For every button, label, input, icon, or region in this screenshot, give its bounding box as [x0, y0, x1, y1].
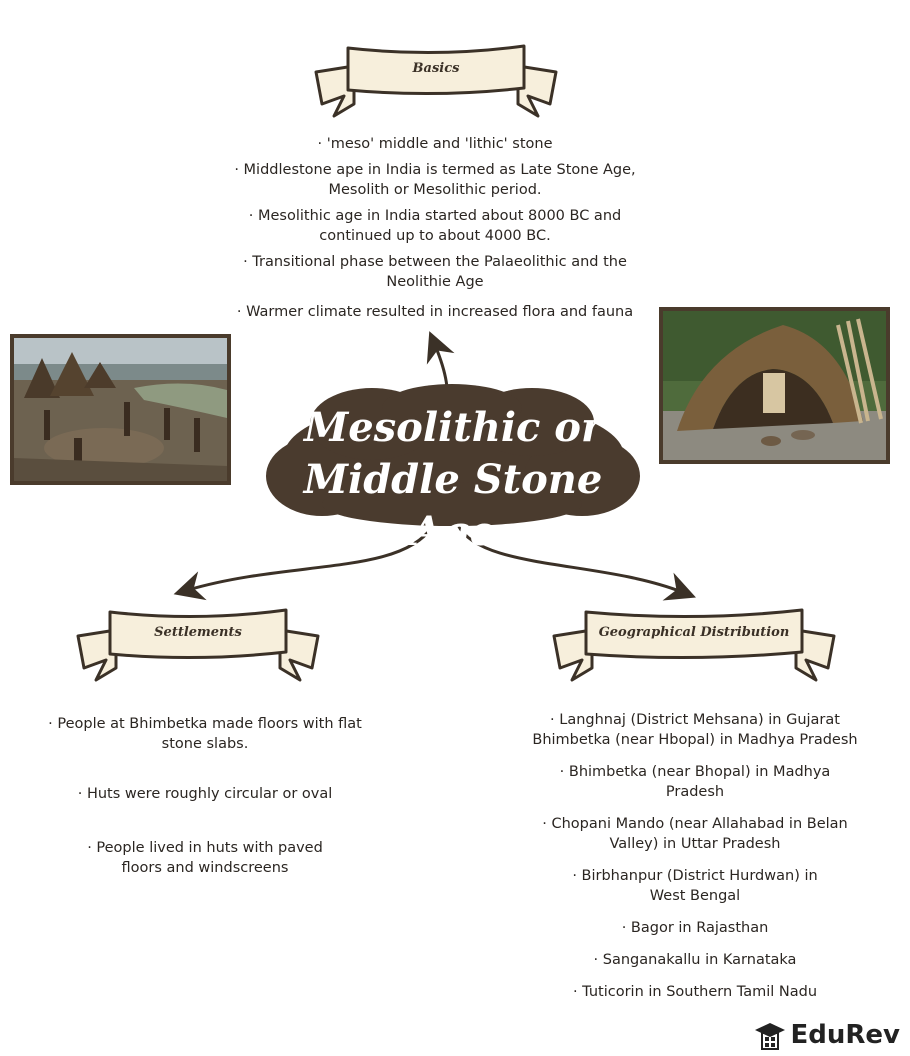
basics-item: · 'meso' middle and 'lithic' stone: [317, 136, 553, 152]
settlements-item: · People lived in huts with paved floors and windscreens: [87, 840, 323, 876]
basics-banner: [314, 42, 558, 118]
hut-image: [659, 307, 890, 464]
settlement-scene-image: [10, 334, 231, 485]
edurev-logo: [753, 1018, 900, 1052]
arrow-to-basics: [435, 345, 447, 388]
geography-item: · Sanganakallu in Karnataka: [593, 952, 797, 968]
basics-list: [200, 134, 670, 322]
settlements-item: · Huts were roughly circular or oval: [77, 786, 333, 802]
basics-item: · Warmer climate resulted in increased flora and fauna: [236, 304, 634, 320]
ribbon-shape: [552, 606, 836, 682]
basics-item: · Transitional phase between the Palaeolithic and the Neolithie Age: [243, 254, 627, 290]
basics-label: Basics: [412, 61, 460, 76]
settlements-label: Settlements: [154, 625, 242, 640]
logo-text: EduRev: [790, 1020, 900, 1050]
geography-item: · Birbhanpur (District Hurdwan) in West Bengal: [572, 868, 818, 904]
ribbon-shape: [76, 606, 320, 682]
geography-label: Geographical Distribution: [598, 625, 790, 640]
basics-item: · Mesolithic age in India started about 8000 BC and continued up to about 4000 BC.: [248, 208, 622, 244]
geography-item: · Bhimbetka (near Bhopal) in Madhya Pradesh: [559, 764, 831, 800]
settlements-item: · People at Bhimbetka made floors with flat stone slabs.: [48, 716, 362, 752]
graduation-cap-icon: [753, 1018, 787, 1052]
basics-item: · Middlestone ape in India is termed as Late Stone Age, Mesolith or Mesolithic period.: [234, 162, 636, 198]
geography-item: · Tuticorin in Southern Tamil Nadu: [572, 984, 818, 1000]
geography-list: [500, 710, 890, 1002]
geography-item: · Bagor in Rajasthan: [621, 920, 769, 936]
geography-item: · Chopani Mando (near Allahabad in Belan Valley) in Uttar Pradesh: [542, 816, 848, 852]
geography-banner: [552, 606, 836, 682]
center-title-cloud: [262, 384, 644, 555]
prehistoric-camp-illustration: [14, 338, 227, 481]
center-title-line-2: Middle Stone Age: [303, 456, 603, 555]
ribbon-shape: [314, 42, 558, 118]
settlements-banner: [76, 606, 320, 682]
settlements-list: [20, 714, 390, 878]
center-title-line-1: Mesolithic or: [303, 404, 603, 451]
geography-item: · Langhnaj (District Mehsana) in Gujarat Bhimbetka (near Hbopal) in Madhya Pradesh: [532, 712, 858, 748]
hut-illustration: [663, 311, 886, 460]
